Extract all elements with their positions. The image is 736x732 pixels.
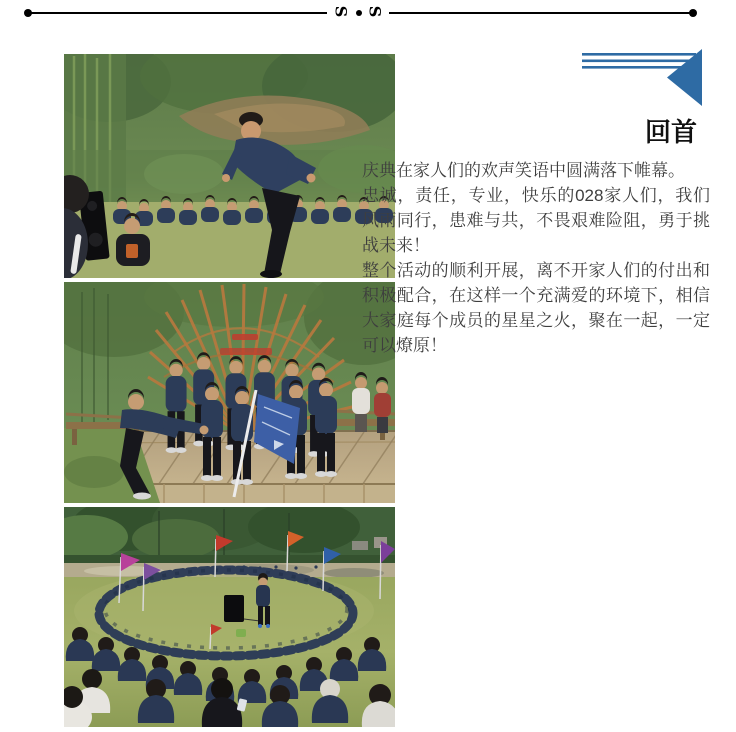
photo-team-game-on-grass[interactable] (64, 54, 395, 278)
photo-group-pose-illustration (64, 282, 395, 503)
photo-circle-gathering-on-lawn[interactable] (64, 507, 395, 727)
paragraph: 忠诚，责任，专业，快乐的028家人们，我们风雨同行，患难与共，不畏艰难险阻，勇于挑战未来！ (362, 186, 710, 255)
divider-line (389, 12, 691, 14)
divider-ornament-icon: S (331, 5, 351, 18)
photo-group-pose-wooden-fan-gate[interactable] (64, 282, 395, 503)
divider-line (30, 12, 327, 14)
photo-circle-gathering-illustration (64, 507, 395, 727)
paragraph: 整个活动的顺利开展，离不开家人们的付出和积极配合，在这样一个充满爱的环境下，相信大家庭每个成员的星星之火，聚在一起，一定可以燎原！ (362, 261, 710, 355)
divider-center-dot-icon (356, 10, 362, 16)
divider-endpoint-dot-icon (689, 9, 697, 17)
section-title: 回首 (644, 117, 697, 147)
paragraph: 庆典在家人们的欢声笑语中圆满落下帷幕。 (362, 161, 685, 180)
photo-team-game-illustration (64, 54, 395, 278)
article-body (362, 158, 710, 358)
divider-ornament-icon: S (365, 5, 385, 18)
section-arrow-flag-icon (580, 46, 704, 110)
